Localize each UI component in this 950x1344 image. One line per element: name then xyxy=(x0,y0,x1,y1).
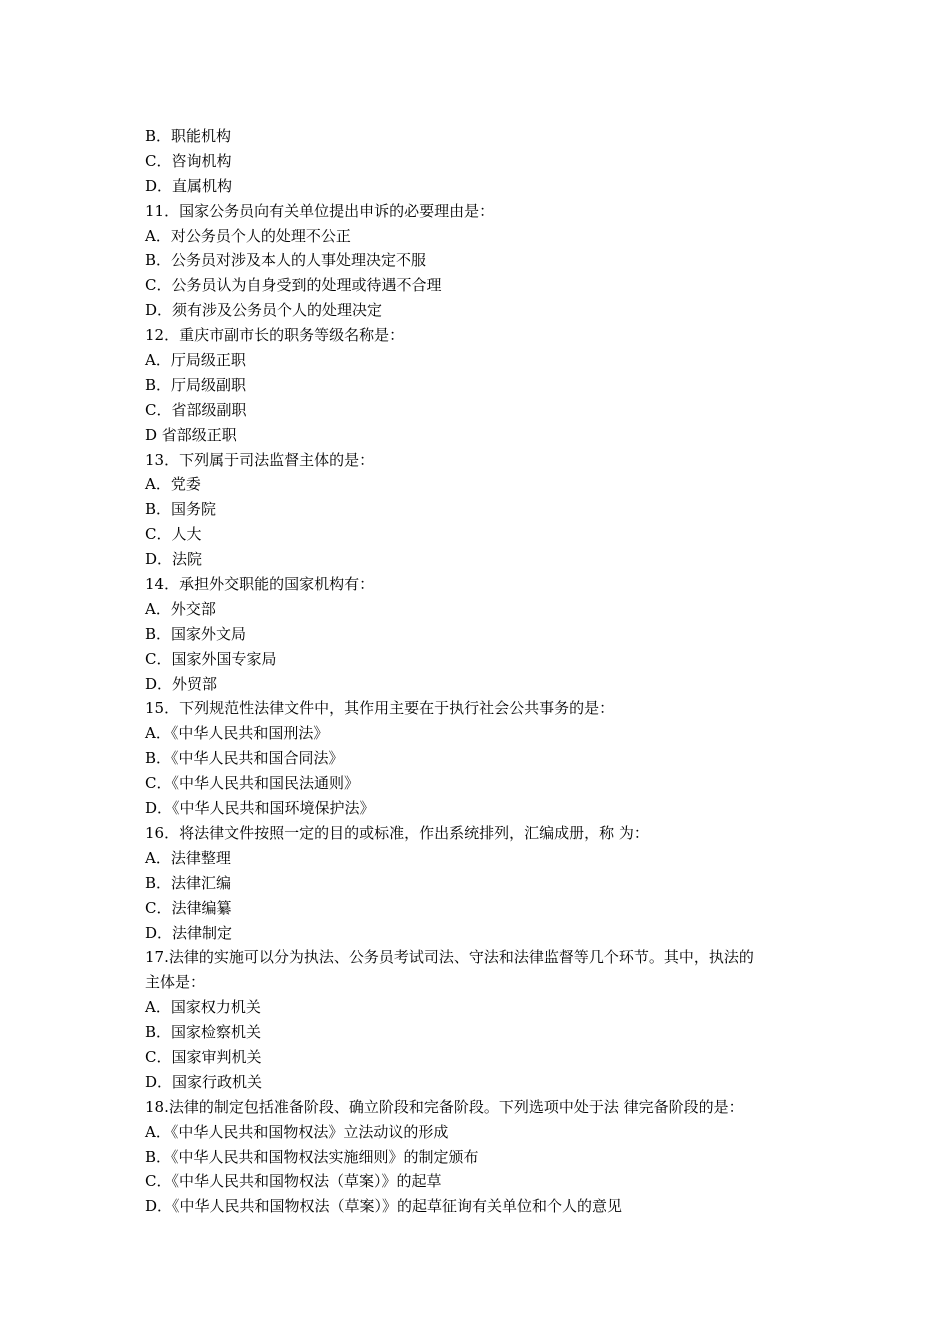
option-line: A．党委 xyxy=(145,475,201,494)
question-line: 14．承担外交职能的国家机构有： xyxy=(145,575,375,594)
question-line-continued: 主体是： xyxy=(145,973,206,992)
option-line: A．《中华人民共和国物权法》立法动议的形成 xyxy=(145,1122,449,1141)
option-line: C．《中华人民共和国物权法（草案）》的起草 xyxy=(145,1172,442,1191)
option-line: D．直属机构 xyxy=(145,176,233,195)
question-line: 13．下列属于司法监督主体的是： xyxy=(145,450,375,469)
option-line: A．厅局级正职 xyxy=(145,351,246,370)
option-line: A．法律整理 xyxy=(145,848,231,867)
option-line: C．国家外国专家局 xyxy=(145,649,277,668)
option-line: B．国家外文局 xyxy=(145,624,247,643)
option-line: C．国家审判机关 xyxy=(145,1047,262,1066)
option-line: A．《中华人民共和国刑法》 xyxy=(145,724,329,743)
option-line: D 省部级正职 xyxy=(145,425,237,444)
option-line: B．厅局级副职 xyxy=(145,375,247,394)
option-line: A．对公务员个人的处理不公正 xyxy=(145,226,351,245)
option-line: B．《中华人民共和国合同法》 xyxy=(145,749,344,768)
option-line: B．公务员对涉及本人的人事处理决定不服 xyxy=(145,251,427,270)
option-line: B．法律汇编 xyxy=(145,873,232,892)
document-body xyxy=(145,124,815,1219)
option-line: B．《中华人民共和国物权法实施细则》的制定颁布 xyxy=(145,1147,479,1166)
option-line: C．省部级副职 xyxy=(145,400,247,419)
option-line: C．法律编纂 xyxy=(145,898,232,917)
question-line: 11．国家公务员向有关单位提出申诉的必要理由是： xyxy=(145,201,495,220)
option-line: B．国务院 xyxy=(145,500,217,519)
option-line: C．公务员认为自身受到的处理或待遇不合理 xyxy=(145,276,442,295)
option-line: B．职能机构 xyxy=(145,127,232,145)
option-line: D．须有涉及公务员个人的处理决定 xyxy=(145,301,383,320)
option-line: A．国家权力机关 xyxy=(145,998,261,1017)
question-line: 16．将法律文件按照一定的目的或标准，作出系统排列，汇编成册，称 为： xyxy=(145,823,649,842)
option-line: C．咨询机构 xyxy=(145,151,232,170)
option-line: C．人大 xyxy=(145,525,202,544)
question-line: 18.法律的制定包括准备阶段、确立阶段和完备阶段。下列选项中处于法 律完备阶段的是： xyxy=(145,1097,744,1116)
option-line: D．《中华人民共和国环境保护法》 xyxy=(145,799,375,818)
question-line: 12．重庆市副市长的职务等级名称是： xyxy=(145,326,405,345)
option-line: D．外贸部 xyxy=(145,674,218,693)
option-line: A．外交部 xyxy=(145,599,216,618)
option-line: D．法律制定 xyxy=(145,923,233,942)
option-line: D．法院 xyxy=(145,550,203,569)
option-line: C．《中华人民共和国民法通则》 xyxy=(145,774,359,793)
question-line: 17.法律的实施可以分为执法、公务员考试司法、守法和法律监督等几个环节。其中，执法的 xyxy=(145,948,754,967)
option-line: D．《中华人民共和国物权法（草案）》的起草征询有关单位和个人的意见 xyxy=(145,1197,623,1216)
option-line: B．国家检察机关 xyxy=(145,1023,262,1042)
option-line: D．国家行政机关 xyxy=(145,1072,263,1091)
question-line: 15．下列规范性法律文件中，其作用主要在于执行社会公共事务的是： xyxy=(145,699,615,718)
